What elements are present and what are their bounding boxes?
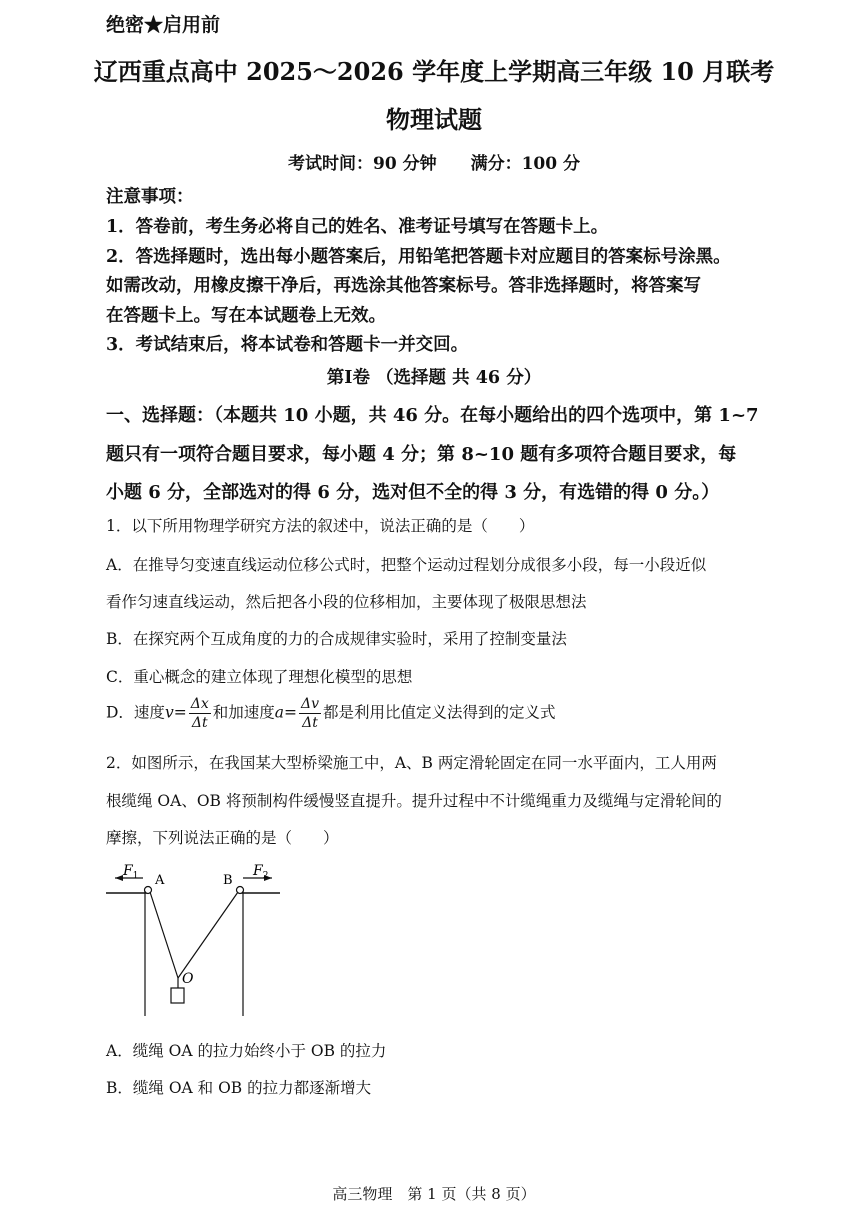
label-f2: $F_2$ bbox=[253, 863, 269, 881]
note-line: 如需改动，用橡皮擦干净后，再选涂其他答案标号。答非选择题时，将答案写 bbox=[106, 276, 701, 296]
label-b: B bbox=[223, 873, 233, 888]
full-score: 满分：100 分 bbox=[470, 154, 580, 174]
exam-title: 辽西重点高中 2025～2026 学年度上学期高三年级 10 月联考 bbox=[93, 57, 775, 86]
exam-time: 考试时间：90 分钟 bbox=[288, 154, 437, 174]
q1-option-c: C．重心概念的建立体现了理想化模型的思想 bbox=[106, 668, 413, 686]
velocity-fraction: $\frac{\Delta x}{\Delta t}$ bbox=[190, 696, 209, 731]
label-a: A bbox=[155, 873, 165, 888]
page-footer: 高三物理 第 1 页（共 8 页） bbox=[332, 1185, 536, 1203]
note-line: 2．答选择题时，选出每小题答案后，用铅笔把答题卡对应题目的答案标号涂黑。 bbox=[106, 247, 731, 267]
note-line: 在答题卡上。写在本试题卷上无效。 bbox=[106, 306, 386, 326]
question-2-stem-cont: 摩擦，下列说法正确的是（ ） bbox=[106, 829, 339, 847]
load-block bbox=[171, 988, 184, 1003]
pulley-diagram bbox=[100, 858, 300, 1028]
note-line: 1．答卷前，考生务必将自己的姓名、准考证号填写在答题卡上。 bbox=[106, 217, 609, 237]
q1-option-a: A．在推导匀变速直线运动位移公式时，把整个运动过程划分成很多小段，每一小段近似 bbox=[106, 556, 707, 574]
q1-option-b: B．在探究两个互成角度的力的合成规律实验时，采用了控制变量法 bbox=[106, 630, 567, 648]
notes-title: 注意事项： bbox=[106, 187, 194, 207]
part-instructions: 一、选择题：（本题共 10 小题，共 46 分。在每小题给出的四个选项中，第 1~7 bbox=[106, 405, 759, 426]
section-title: 第Ⅰ卷 （选择题 共 46 分） bbox=[326, 368, 542, 388]
q1-option-d: D．速度v= $\frac{\Delta x}{\Delta t}$ 和加速度a= $\frac{\Delta v}{\Delta t}$ 都是利用比值定义法得到的定义式 bbox=[106, 696, 556, 731]
q1-option-a-cont: 看作匀速直线运动，然后把各小段的位移相加，主要体现了极限思想法 bbox=[106, 593, 587, 611]
acceleration-fraction: $\frac{\Delta v}{\Delta t}$ bbox=[300, 696, 320, 731]
f1-arrowhead bbox=[115, 875, 123, 881]
label-f1: $F_1$ bbox=[123, 863, 139, 881]
subject-title: 物理试题 bbox=[386, 105, 482, 134]
exam-meta bbox=[0, 149, 868, 174]
part-instructions: 小题 6 分，全部选对的得 6 分，选对但不全的得 3 分，有选错的得 0 分。） bbox=[106, 482, 720, 503]
rope-oa bbox=[150, 892, 178, 978]
label-o: O bbox=[182, 971, 194, 987]
part-instructions: 题只有一项符合题目要求，每小题 4 分；第 8~10 题有多项符合题目要求，每 bbox=[106, 444, 737, 465]
q2-option-b: B．缆绳 OA 和 OB 的拉力都逐渐增大 bbox=[106, 1079, 372, 1097]
question-1-stem: 1．以下所用物理学研究方法的叙述中，说法正确的是（ ） bbox=[106, 517, 535, 535]
question-2-stem-cont: 根缆绳 OA、OB 将预制构件缓慢竖直提升。提升过程中不计缆绳重力及缆绳与定滑轮间的 bbox=[106, 792, 722, 810]
q2-option-a: A．缆绳 OA 的拉力始终小于 OB 的拉力 bbox=[106, 1042, 387, 1060]
note-line: 3．考试结束后，将本试卷和答题卡一并交回。 bbox=[106, 335, 469, 355]
question-2-stem: 2．如图所示，在我国某大型桥梁施工中，A、B 两定滑轮固定在同一水平面内，工人用两 bbox=[106, 754, 717, 772]
rope-ob bbox=[178, 892, 238, 978]
secret-label: 绝密★启用前 bbox=[106, 14, 221, 36]
